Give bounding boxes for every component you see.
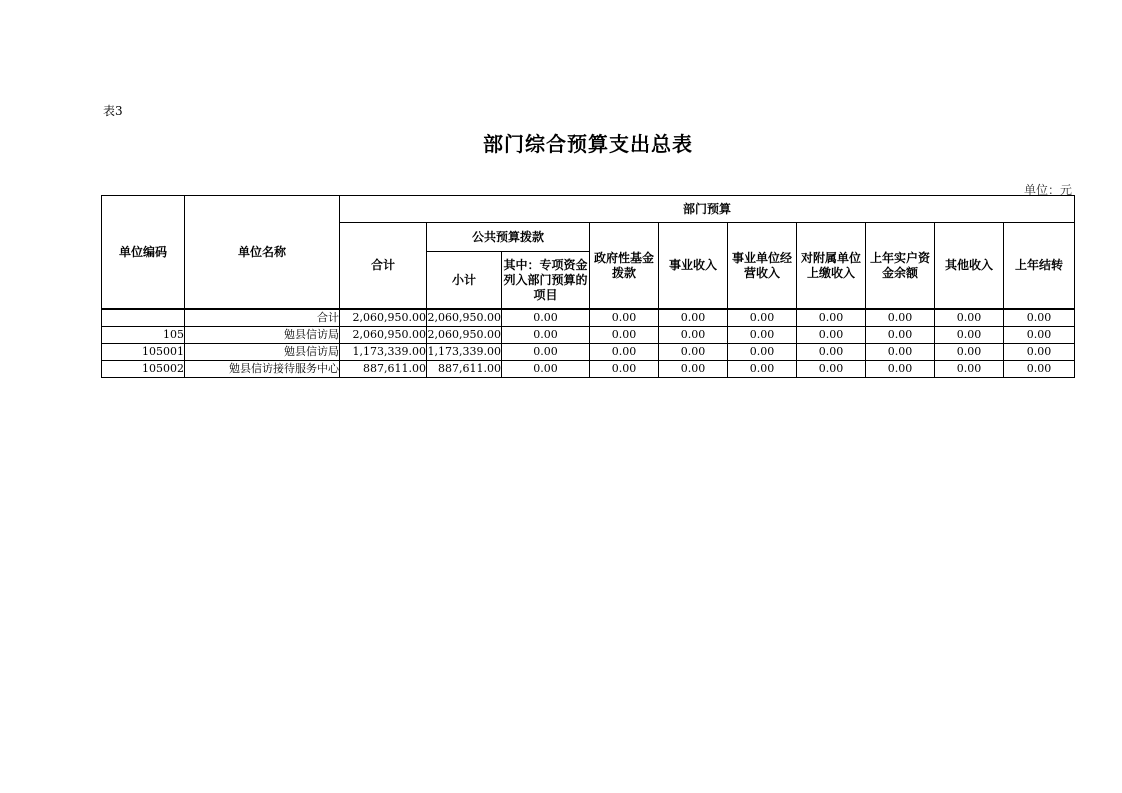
table-row <box>102 361 1075 378</box>
cell-total: 2,060,950.00 <box>340 327 427 344</box>
cell-code: 105 <box>102 327 185 344</box>
cell-name: 勉县信访接待服务中心 <box>185 361 340 378</box>
cell-other: 0.00 <box>935 327 1004 344</box>
cell-carryover: 0.00 <box>1004 309 1075 327</box>
cell-gov-fund: 0.00 <box>590 327 659 344</box>
cell-gov-fund: 0.00 <box>590 309 659 327</box>
cell-name: 勉县信访局 <box>185 344 340 361</box>
cell-operating: 0.00 <box>728 361 797 378</box>
header-gov-fund: 政府性基金拨款 <box>590 223 659 310</box>
cell-gov-fund: 0.00 <box>590 344 659 361</box>
table-row <box>102 309 1075 327</box>
header-prev-balance: 上年实户资金余额 <box>866 223 935 310</box>
cell-carryover: 0.00 <box>1004 361 1075 378</box>
cell-subtotal: 887,611.00 <box>427 361 502 378</box>
header-prev-carryover: 上年结转 <box>1004 223 1075 310</box>
cell-operating: 0.00 <box>728 327 797 344</box>
unit-label: 单位：元 <box>1023 183 1072 197</box>
header-other-income: 其他收入 <box>935 223 1004 310</box>
cell-subtotal: 2,060,950.00 <box>427 309 502 327</box>
cell-special: 0.00 <box>502 344 590 361</box>
page-title: 部门综合预算支出总表 <box>483 132 693 156</box>
cell-subtotal: 2,060,950.00 <box>427 327 502 344</box>
cell-special: 0.00 <box>502 327 590 344</box>
cell-operating: 0.00 <box>728 344 797 361</box>
cell-subtotal: 1,173,339.00 <box>427 344 502 361</box>
cell-career: 0.00 <box>659 309 728 327</box>
header-unit-code: 单位编码 <box>102 196 185 310</box>
cell-total: 887,611.00 <box>340 361 427 378</box>
header-subordinate-income: 对附属单位上缴收入 <box>797 223 866 310</box>
cell-career: 0.00 <box>659 344 728 361</box>
cell-code: 105001 <box>102 344 185 361</box>
cell-subordinate: 0.00 <box>797 361 866 378</box>
cell-other: 0.00 <box>935 309 1004 327</box>
cell-prev-balance: 0.00 <box>866 361 935 378</box>
cell-carryover: 0.00 <box>1004 327 1075 344</box>
cell-other: 0.00 <box>935 361 1004 378</box>
cell-code: 105002 <box>102 361 185 378</box>
cell-subordinate: 0.00 <box>797 327 866 344</box>
cell-special: 0.00 <box>502 361 590 378</box>
cell-subordinate: 0.00 <box>797 309 866 327</box>
header-public-budget: 公共预算拨款 <box>427 223 590 252</box>
cell-operating: 0.00 <box>728 309 797 327</box>
header-dept-budget: 部门预算 <box>340 196 1075 223</box>
cell-special: 0.00 <box>502 309 590 327</box>
cell-prev-balance: 0.00 <box>866 309 935 327</box>
table-number: 表3 <box>103 104 123 118</box>
budget-table <box>101 195 1075 378</box>
cell-prev-balance: 0.00 <box>866 344 935 361</box>
cell-code <box>102 309 185 327</box>
cell-total: 1,173,339.00 <box>340 344 427 361</box>
header-operating-income: 事业单位经营收入 <box>728 223 797 310</box>
cell-subordinate: 0.00 <box>797 344 866 361</box>
header-career-income: 事业收入 <box>659 223 728 310</box>
header-total: 合计 <box>340 223 427 310</box>
header-unit-name: 单位名称 <box>185 196 340 310</box>
cell-career: 0.00 <box>659 361 728 378</box>
cell-gov-fund: 0.00 <box>590 361 659 378</box>
header-special-funds: 其中：专项资金列入部门预算的项目 <box>502 252 590 310</box>
cell-name: 勉县信访局 <box>185 327 340 344</box>
header-subtotal: 小计 <box>427 252 502 310</box>
table-row <box>102 344 1075 361</box>
cell-total: 2,060,950.00 <box>340 309 427 327</box>
cell-career: 0.00 <box>659 327 728 344</box>
cell-prev-balance: 0.00 <box>866 327 935 344</box>
cell-other: 0.00 <box>935 344 1004 361</box>
cell-name: 合计 <box>185 309 340 327</box>
cell-carryover: 0.00 <box>1004 344 1075 361</box>
table-row <box>102 327 1075 344</box>
